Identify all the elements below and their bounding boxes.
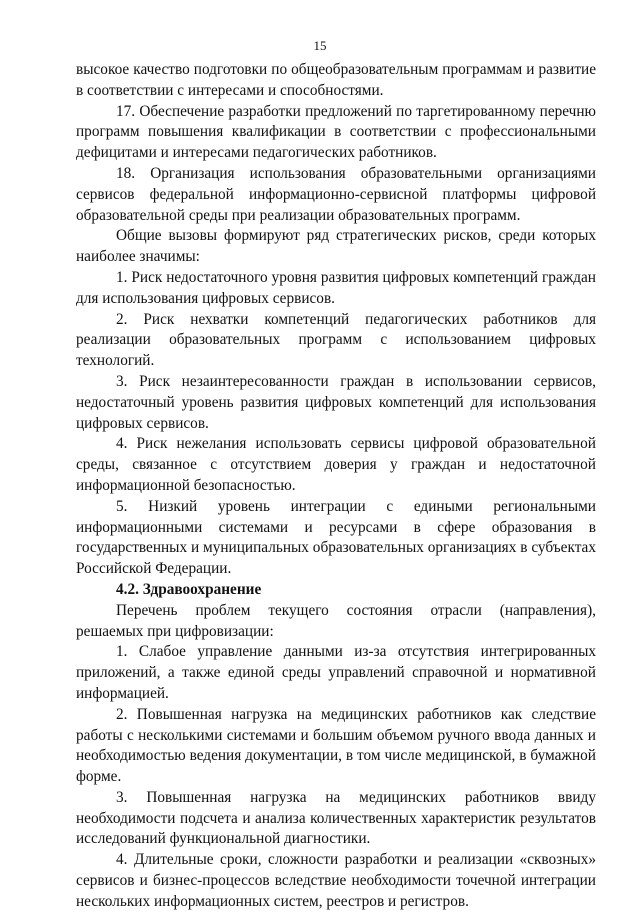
paragraph: Перечень проблем текущего состояния отрасли (направления), решаемых при цифровизации: [76, 601, 596, 640]
problem-item: 2. Повышенная нагрузка на медицинских работников как следствие работы с несколькими системами и большим объемом ручного ввода данных и необходимостью ведения документации, в том числе медицинской, в бумажной форме. [76, 705, 596, 786]
risk-item: 4. Риск нежелания использовать сервисы цифровой образовательной среды, связанное с отсутствием доверия у граждан и недостаточной информационной безопасностью. [76, 435, 596, 494]
risk-item: 1. Риск недостаточного уровня развития цифровых компетенций граждан для использования цифровых сервисов. [76, 268, 596, 307]
paragraph: 18. Организация использования образовательными организациями сервисов федеральной информационно-сервисной платформы цифровой образовательной среды при реализации образовательных программ. [76, 164, 596, 224]
risk-item: 5. Низкий уровень интеграции с едиными региональными информационными системами и ресурсами в сфере образования в государственных и муниципальных образовательных организациях в субъектах Российской Федерации. [76, 497, 596, 578]
problem-item: 4. Длительные сроки, сложности разработки и реализации «сквозных» сервисов и бизнес-процессов вследствие необходимости точечной интеграции нескольких информационных систем, реестров и регистров. [76, 851, 596, 910]
risk-item: 2. Риск нехватки компетенций педагогических работников для реализации образовательных программ с использованием цифровых технологий. [76, 310, 596, 370]
risk-item: 3. Риск незаинтересованности граждан в использовании сервисов, недостаточный уровень развития цифровых компетенций для использования цифровых сервисов. [76, 372, 596, 432]
page-number: 15 [313, 38, 327, 53]
document-body [76, 60, 596, 913]
problem-item: 1. Слабое управление данными из-за отсутствия интегрированных приложений, а также единой среды управлений справочной и нормативной информацией. [76, 643, 596, 702]
problem-item: 3. Повышенная нагрузка на медицинских работников ввиду необходимости подсчета и анализа количественных характеристик результатов исследований функциональной диагностики. [76, 788, 596, 848]
section-heading: 4.2. Здравоохранение [116, 580, 262, 598]
paragraph: 17. Обеспечение разработки предложений по таргетированному перечню программ повышения квалификации в соответствии с профессиональными дефицитами и интересами педагогических работников. [76, 102, 596, 162]
paragraph: Общие вызовы формируют ряд стратегических рисков, среди которых наиболее значимы: [76, 227, 596, 266]
paragraph: высокое качество подготовки по общеобразовательным программам и развитие в соответствии с интересами и способностями. [76, 61, 596, 99]
